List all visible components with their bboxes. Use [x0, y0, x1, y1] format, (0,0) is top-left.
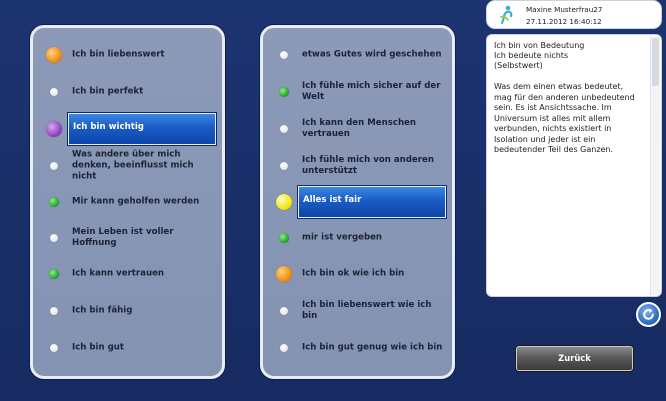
statement-label: Mir kann geholfen werden	[72, 196, 200, 207]
statement-item[interactable]	[263, 150, 452, 182]
statement-label: Ich bin ok wie ich bin	[302, 268, 405, 279]
green-dot-icon	[49, 269, 59, 279]
statement-label: Ich fühle mich von anderen unterstützt	[302, 155, 434, 176]
statement-item[interactable]	[33, 332, 222, 364]
refresh-icon	[641, 307, 656, 322]
statement-label: mir ist vergeben	[302, 232, 383, 243]
figure-logo-icon	[499, 5, 515, 25]
white-dot-icon	[280, 125, 288, 133]
orange-dot-icon	[46, 47, 62, 63]
statement-label: Ich bin liebenswert	[72, 49, 165, 60]
statement-label: Ich bin wichtig	[73, 122, 144, 132]
statement-item[interactable]	[33, 150, 222, 182]
info-box	[486, 34, 662, 297]
green-dot-icon	[279, 233, 289, 243]
orange-dot-icon	[276, 266, 292, 282]
statement-item[interactable]	[263, 332, 452, 364]
info-scroll-thumb[interactable]	[652, 38, 659, 86]
session-timestamp: 27.11.2012 16:40:12	[526, 17, 602, 26]
statement-label: Mein Leben ist voller Hoffnung	[72, 227, 174, 248]
statement-label: Ich bin perfekt	[72, 86, 144, 97]
white-dot-icon	[280, 51, 288, 59]
statement-item[interactable]	[263, 295, 452, 327]
statement-label: Alles ist fair	[303, 195, 362, 205]
statement-item[interactable]	[263, 186, 452, 218]
yellow-dot-icon	[276, 194, 292, 210]
statement-item[interactable]	[33, 295, 222, 327]
purple-dot-icon	[46, 121, 62, 137]
statement-label: Ich bin liebenswert wie ich bin	[302, 300, 432, 321]
white-dot-icon	[280, 344, 288, 352]
statement-label: Ich kann den Menschen vertrauen	[302, 118, 417, 139]
refresh-button[interactable]	[636, 302, 661, 327]
info-title: Ich bin von Bedeutung Ich bedeute nichts (Selbstwert)	[494, 41, 585, 70]
white-dot-icon	[50, 234, 58, 242]
info-text: Was dem einen etwas bedeutet, mag für den anderen unbedeutend sein. Es ist Ansichtssache. Im Universum ist alles mit allem verbunden, nichts existiert in Isolation und jeder ist ein bedeutender Teil des Ganzen.	[494, 82, 635, 154]
statement-label: Was andere über mich denken, beeinflusst mich nicht	[72, 149, 194, 182]
statement-item[interactable]	[33, 186, 222, 218]
left-statement-panel	[30, 25, 225, 379]
statement-item[interactable]	[33, 258, 222, 290]
white-dot-icon	[280, 307, 288, 315]
user-name: Maxine Musterfrau27	[526, 5, 603, 14]
statement-item[interactable]	[263, 76, 452, 108]
statement-item[interactable]	[33, 39, 222, 71]
white-dot-icon	[50, 88, 58, 96]
statement-item[interactable]	[33, 222, 222, 254]
info-scrollbar[interactable]	[650, 36, 660, 295]
statement-item[interactable]	[263, 39, 452, 71]
statement-label: Ich fühle mich sicher auf der Welt	[302, 81, 441, 102]
statement-item[interactable]	[33, 76, 222, 108]
statement-item[interactable]	[263, 222, 452, 254]
white-dot-icon	[280, 162, 288, 170]
white-dot-icon	[50, 344, 58, 352]
white-dot-icon	[50, 307, 58, 315]
statement-label: etwas Gutes wird geschehen	[302, 49, 442, 60]
back-button[interactable]: Zurück	[516, 346, 633, 371]
green-dot-icon	[49, 197, 59, 207]
statement-item[interactable]	[33, 113, 222, 145]
statement-label: Ich bin fähig	[72, 305, 133, 316]
green-dot-icon	[279, 87, 289, 97]
right-statement-panel	[260, 25, 455, 379]
statement-item[interactable]	[263, 113, 452, 145]
statement-label: Ich bin gut genug wie ich bin	[302, 342, 443, 353]
statement-label: Ich bin gut	[72, 342, 124, 353]
white-dot-icon	[50, 162, 58, 170]
user-card	[486, 0, 662, 29]
statement-item[interactable]	[263, 258, 452, 290]
statement-label: Ich kann vertrauen	[72, 268, 165, 279]
